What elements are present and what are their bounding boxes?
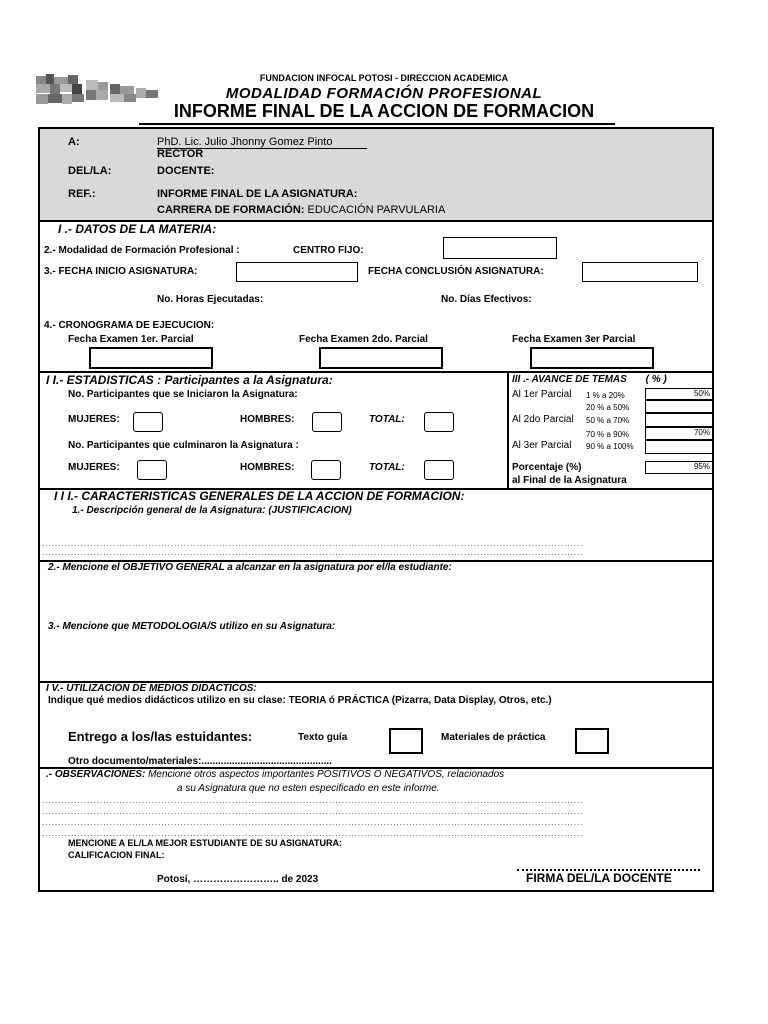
progress-final-value: 95% (693, 462, 710, 471)
guide-label: Texto guía (298, 732, 348, 743)
career-value: EDUCACIÓN PARVULARIA (307, 204, 446, 216)
progress-row4-range: 70 % a 90% (586, 430, 630, 439)
start-date-input[interactable] (236, 262, 358, 282)
progress-row3-range: 50 % a 70% (586, 416, 630, 425)
exam2-input[interactable] (319, 347, 443, 369)
progress-row2-cell[interactable] (645, 400, 713, 413)
progress-row2-range: 20 % a 50% (586, 403, 630, 412)
modality-label: 2.- Modalidad de Formación Profesional : (44, 245, 240, 256)
progress-row1-range: 1 % a 20% (586, 391, 625, 400)
progress-row3-cell[interactable] (645, 413, 713, 427)
section1-title: I .- DATOS DE LA MATERIA: (58, 222, 217, 236)
career-label: CARRERA DE FORMACIÓN: (157, 204, 305, 216)
days-label: No. Días Efectivos: (441, 294, 532, 305)
institution-name: FUNDACION INFOCAL POTOSI - DIRECCION ACADEMICA (259, 73, 509, 83)
final-grade-label: CALIFICACION FINAL: (68, 850, 165, 860)
women-started-label: MUJERES: (68, 414, 120, 425)
progress-row1-value: 50% (693, 389, 710, 398)
progress-row5-range: 90 % a 100% (586, 442, 634, 451)
best-student-label: MENCIONE A EL/LA MEJOR ESTUDIANTE DE SU ASIGNATURA: (68, 838, 343, 848)
men-finished-label: HOMBRES: (240, 462, 295, 473)
modality-heading: MODALIDAD FORMACIÓN PROFESIONAL (225, 85, 543, 102)
women-finished-label: MUJERES: (68, 462, 120, 473)
progress-row4-value: 70% (693, 428, 710, 437)
center-input[interactable] (443, 237, 557, 259)
dotted-line: ........................................................................................................................................................................ (42, 829, 584, 838)
observations-text2: a su Asignatura que no esten especificado en este informe. (177, 783, 440, 794)
from-label: DEL/LA: (68, 165, 112, 177)
women-started-input[interactable] (133, 412, 163, 432)
end-date-label: FECHA CONCLUSIÓN ASIGNATURA: (368, 266, 544, 277)
men-finished-input[interactable] (311, 460, 341, 480)
dotted-line: ........................................................................................................................................................................ (42, 548, 584, 557)
dotted-line: ........................................................................................................................................................................ (42, 818, 584, 827)
progress-row1-label: Al 1er Parcial (512, 389, 572, 400)
other-materials-label: Otro documento/materiales:............................................... (68, 756, 332, 767)
women-finished-input[interactable] (137, 460, 167, 480)
methodology-label: 3.- Mencione que METODOLOGIA/S utilizo en su Asignatura: (48, 621, 336, 632)
progress-divider (507, 371, 509, 488)
start-date-label: 3.- FECHA INICIO ASIGNATURA: (44, 266, 198, 277)
progress-final-label2: al Final de la Asignatura (512, 475, 627, 486)
progress-row3-label: Al 2do Parcial (512, 414, 574, 425)
started-label: No. Participantes que se Iniciaron la Asignatura: (68, 389, 298, 400)
ref-value: INFORME FINAL DE LA ASIGNATURA: (157, 188, 358, 200)
dotted-line: ........................................................................................................................................................................ (42, 807, 584, 816)
practice-checkbox[interactable] (575, 728, 609, 754)
exam1-label: Fecha Examen 1er. Parcial (68, 334, 194, 345)
ref-label: REF.: (68, 188, 96, 200)
progress-row5-cell[interactable] (645, 440, 713, 454)
place-date: Potosí, …………………….. de 2023 (157, 874, 319, 885)
progress-row5-label: Al 3er Parcial (512, 440, 572, 451)
observations-line1 (46, 769, 504, 780)
observations-text1: Mencione otros aspectos importantes POSITIVOS O NEGATIVOS, relacionados (148, 769, 505, 780)
objective-label: 2.- Mencione el OBJETIVO GENERAL a alcanzar en la asignatura por el/la estudiante: (48, 562, 452, 573)
progress-unit: ( % ) (645, 374, 667, 385)
finished-label: No. Participantes que culminaron la Asignatura : (68, 440, 299, 451)
progress-final-cell[interactable] (645, 461, 713, 474)
practice-label: Materiales de práctica (441, 732, 546, 743)
total-finished-input[interactable] (424, 460, 454, 480)
media-question: Indique qué medios didácticos utilizo en su clase: TEORIA ó PRÁCTICA (Pizarra, Data Display, Otros, etc.) (48, 695, 552, 706)
men-started-input[interactable] (312, 412, 342, 432)
exam1-input[interactable] (89, 347, 213, 369)
total-started-label: TOTAL: (369, 414, 405, 425)
total-finished-label: TOTAL: (369, 462, 405, 473)
progress-row4-cell[interactable] (645, 427, 713, 440)
exam3-input[interactable] (530, 347, 654, 369)
to-label: A: (68, 136, 80, 148)
progress-final-label1: Porcentaje (%) (512, 462, 582, 473)
career-line (157, 204, 445, 216)
progress-row1-cell[interactable] (645, 388, 713, 400)
signature-label: FIRMA DEL/LA DOCENTE (526, 871, 672, 885)
to-name: PhD. Lic. Julio Jhonny Gomez Pinto (157, 136, 333, 148)
title-underline (139, 123, 615, 125)
to-role: RECTOR (157, 148, 204, 160)
justification-label: 1.- Descripción general de la Asignatura: (JUSTIFICACION) (72, 505, 352, 516)
from-value: DOCENTE: (157, 165, 215, 177)
total-started-input[interactable] (424, 412, 454, 432)
guide-checkbox[interactable] (389, 728, 423, 754)
end-date-input[interactable] (582, 262, 698, 282)
men-started-label: HOMBRES: (240, 414, 295, 425)
center-label: CENTRO FIJO: (293, 245, 364, 256)
page-title: INFORME FINAL DE LA ACCION DE FORMACION (173, 101, 595, 121)
hours-label: No. Horas Ejecutadas: (157, 294, 264, 305)
section4-title: I V.- UTILIZACIÓN DE MEDIOS DIDÁCTICOS: (46, 683, 257, 694)
observations-title: .- OBSERVACIONES: (46, 769, 146, 780)
exam3-label: Fecha Examen 3er Parcial (512, 334, 636, 345)
section2-title: I I.- ESTADISTICAS : Participantes a la Asignatura: (46, 373, 333, 387)
progress-title-line (512, 374, 667, 385)
progress-title: III .- AVANCE DE TEMAS (512, 374, 627, 385)
section3-title: I I I.- CARACTERISTICAS GENERALES DE LA ACCION DE FORMACION: (54, 489, 465, 503)
exam2-label: Fecha Examen 2do. Parcial (299, 334, 428, 345)
dotted-line: ........................................................................................................................................................................ (42, 539, 584, 548)
schedule-label: 4.- CRONOGRAMA DE EJECUCION: (44, 320, 215, 331)
dotted-line: ........................................................................................................................................................................ (42, 796, 584, 805)
delivered-label: Entrego a los/las estuidantes: (68, 729, 253, 744)
